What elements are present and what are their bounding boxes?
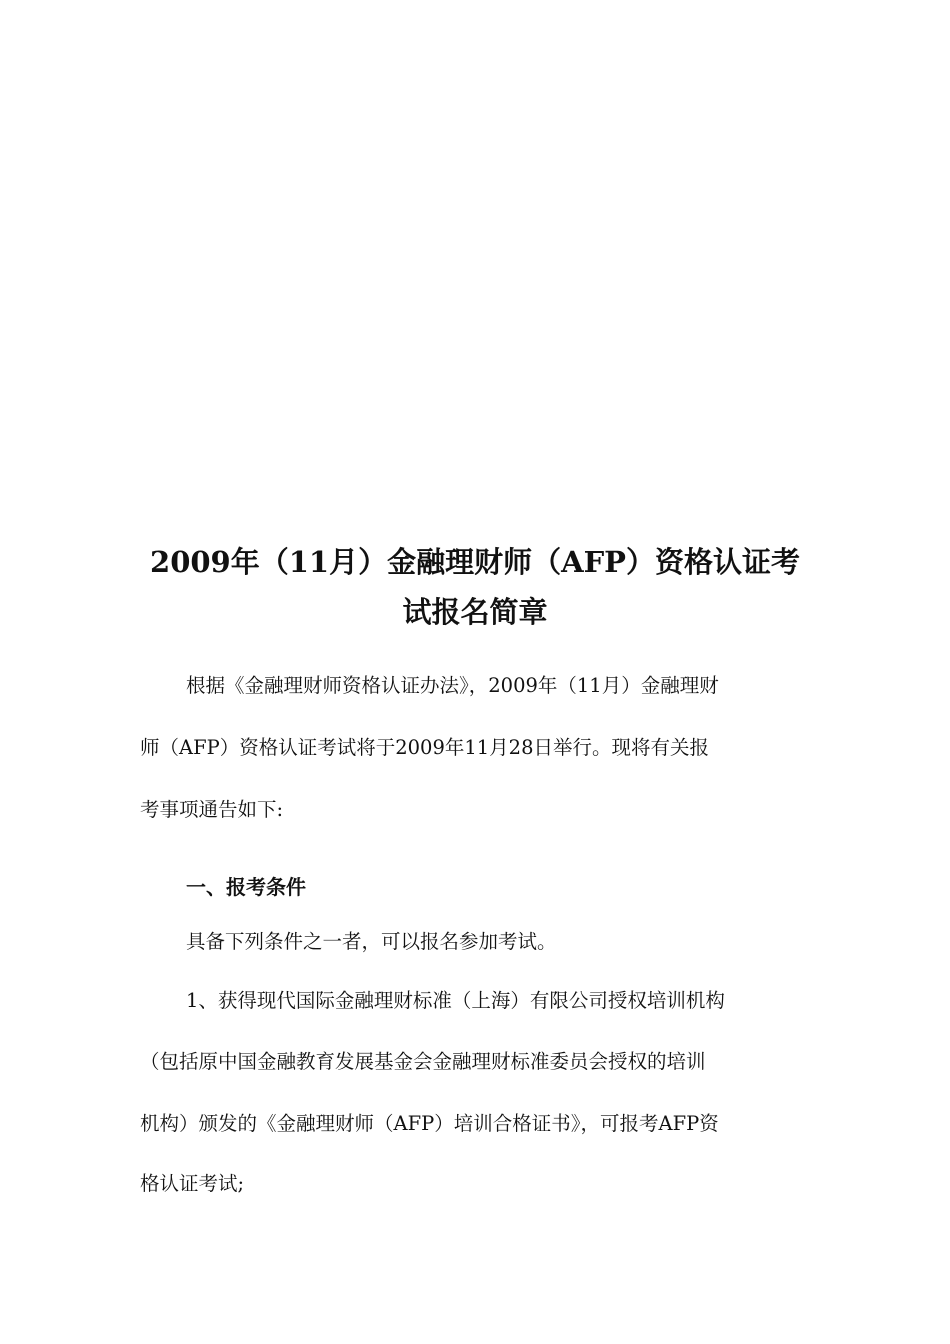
section-lead: 具备下列条件之一者，可以报名参加考试。 xyxy=(186,930,557,953)
intro-line-2: 师（AFP）资格认证考试将于2009年11月28日举行。现将有关报 xyxy=(140,736,709,759)
section-heading: 一、报考条件 xyxy=(186,875,306,899)
document-title-line-1: 2009年（11月）金融理财师（AFP）资格认证考 xyxy=(150,545,800,579)
intro-line-1: 根据《金融理财师资格认证办法》，2009年（11月）金融理财 xyxy=(186,674,719,697)
item1-line-1: 1、获得现代国际金融理财标准（上海）有限公司授权培训机构 xyxy=(186,989,725,1012)
item1-line-4: 格认证考试; xyxy=(140,1172,245,1195)
item1-line-3: 机构）颁发的《金融理财师（AFP）培训合格证书》，可报考AFP资 xyxy=(140,1112,719,1135)
intro-line-3: 考事项通告如下: xyxy=(140,798,284,821)
document-title-line-2: 试报名简章 xyxy=(402,595,548,629)
item1-line-2: （包括原中国金融教育发展基金会金融理财标准委员会授权的培训 xyxy=(140,1050,706,1073)
